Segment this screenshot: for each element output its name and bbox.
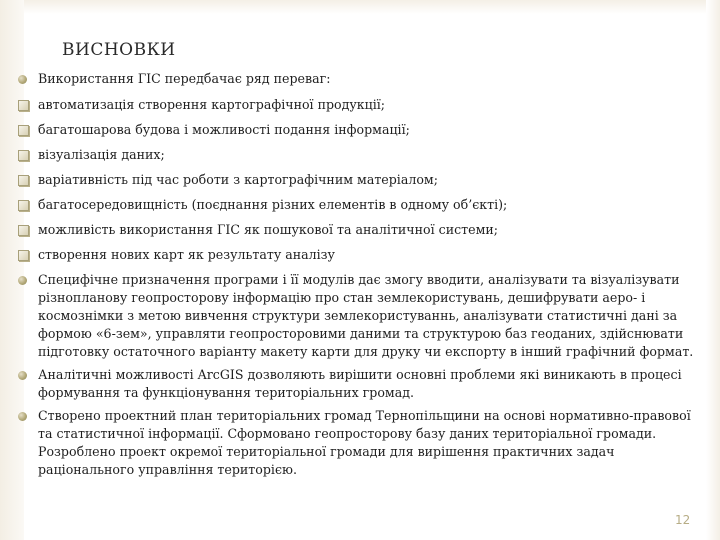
list-item — [18, 121, 708, 139]
list-item-text: Створено проектний план територіальних громад Тернопільщини на основі нормативно-правової та статистичної інформації. Сформовано геопросторову базу даних територіальної громади. Розроблено проект окремої територіальної громади для вирішення практичних задач раціонального управління територією. — [38, 408, 691, 477]
list-item-text: Аналітичні можливості ArcGIS дозволяють вирішити основні проблеми які виникають в процесі формування та функціонування територіальних громад. — [38, 367, 682, 400]
list-item-text: багатошарова будова і можливості подання інформації; — [38, 122, 410, 137]
list-item — [18, 171, 708, 189]
list-item — [18, 196, 708, 214]
square-bullet-icon — [18, 175, 29, 186]
list-item-text: варіативність під час роботи з картографічним матеріалом; — [38, 172, 438, 187]
list-item — [18, 271, 708, 361]
list-item-text: можливість використання ГІС як пошукової та аналітичної системи; — [38, 222, 498, 237]
list-item-text: візуалізація даних; — [38, 147, 165, 162]
list-item-text: Специфічне призначення програми і її модулів дає змогу вводити, аналізувати та візуалізувати різнопланову геопросторову інформацію про стан землекористувань, дешифрувати аеро- і космознімки з метою вивчення структури землекористуваннь, аналізувати статистичні дані за формою «6-зем», управляти геопросторовими даними та структурою баз геоданих, здійснювати підготовку остаточного варіанту макету карти для друку чи експорту в інший графічний формат. — [38, 272, 694, 359]
right-border-band — [706, 0, 720, 540]
circle-bullet-icon — [18, 276, 27, 285]
square-bullet-icon — [18, 225, 29, 236]
list-item-text: автоматизація створення картографічної продукції; — [38, 97, 386, 112]
list-item-text: Використання ГІС передбачає ряд переваг: — [38, 71, 331, 86]
list-item — [18, 366, 708, 402]
list-item-text: багатосередовищність (поєднання різних елементів в одному об’єкті); — [38, 197, 508, 212]
list-item — [18, 407, 708, 479]
square-bullet-icon — [18, 200, 29, 211]
page-number: 12 — [675, 513, 691, 527]
list-item — [18, 96, 708, 114]
list-item — [18, 70, 708, 88]
conclusions-list — [18, 70, 708, 484]
circle-bullet-icon — [18, 75, 27, 84]
circle-bullet-icon — [18, 412, 27, 421]
list-item — [18, 246, 708, 264]
list-item — [18, 221, 708, 239]
list-item-text: створення нових карт як результату аналізу — [38, 247, 335, 262]
circle-bullet-icon — [18, 371, 27, 380]
top-border-band — [0, 0, 720, 14]
square-bullet-icon — [18, 100, 29, 111]
list-item — [18, 146, 708, 164]
square-bullet-icon — [18, 250, 29, 261]
slide-title: ВИСНОВКИ — [62, 40, 176, 60]
square-bullet-icon — [18, 150, 29, 161]
square-bullet-icon — [18, 125, 29, 136]
